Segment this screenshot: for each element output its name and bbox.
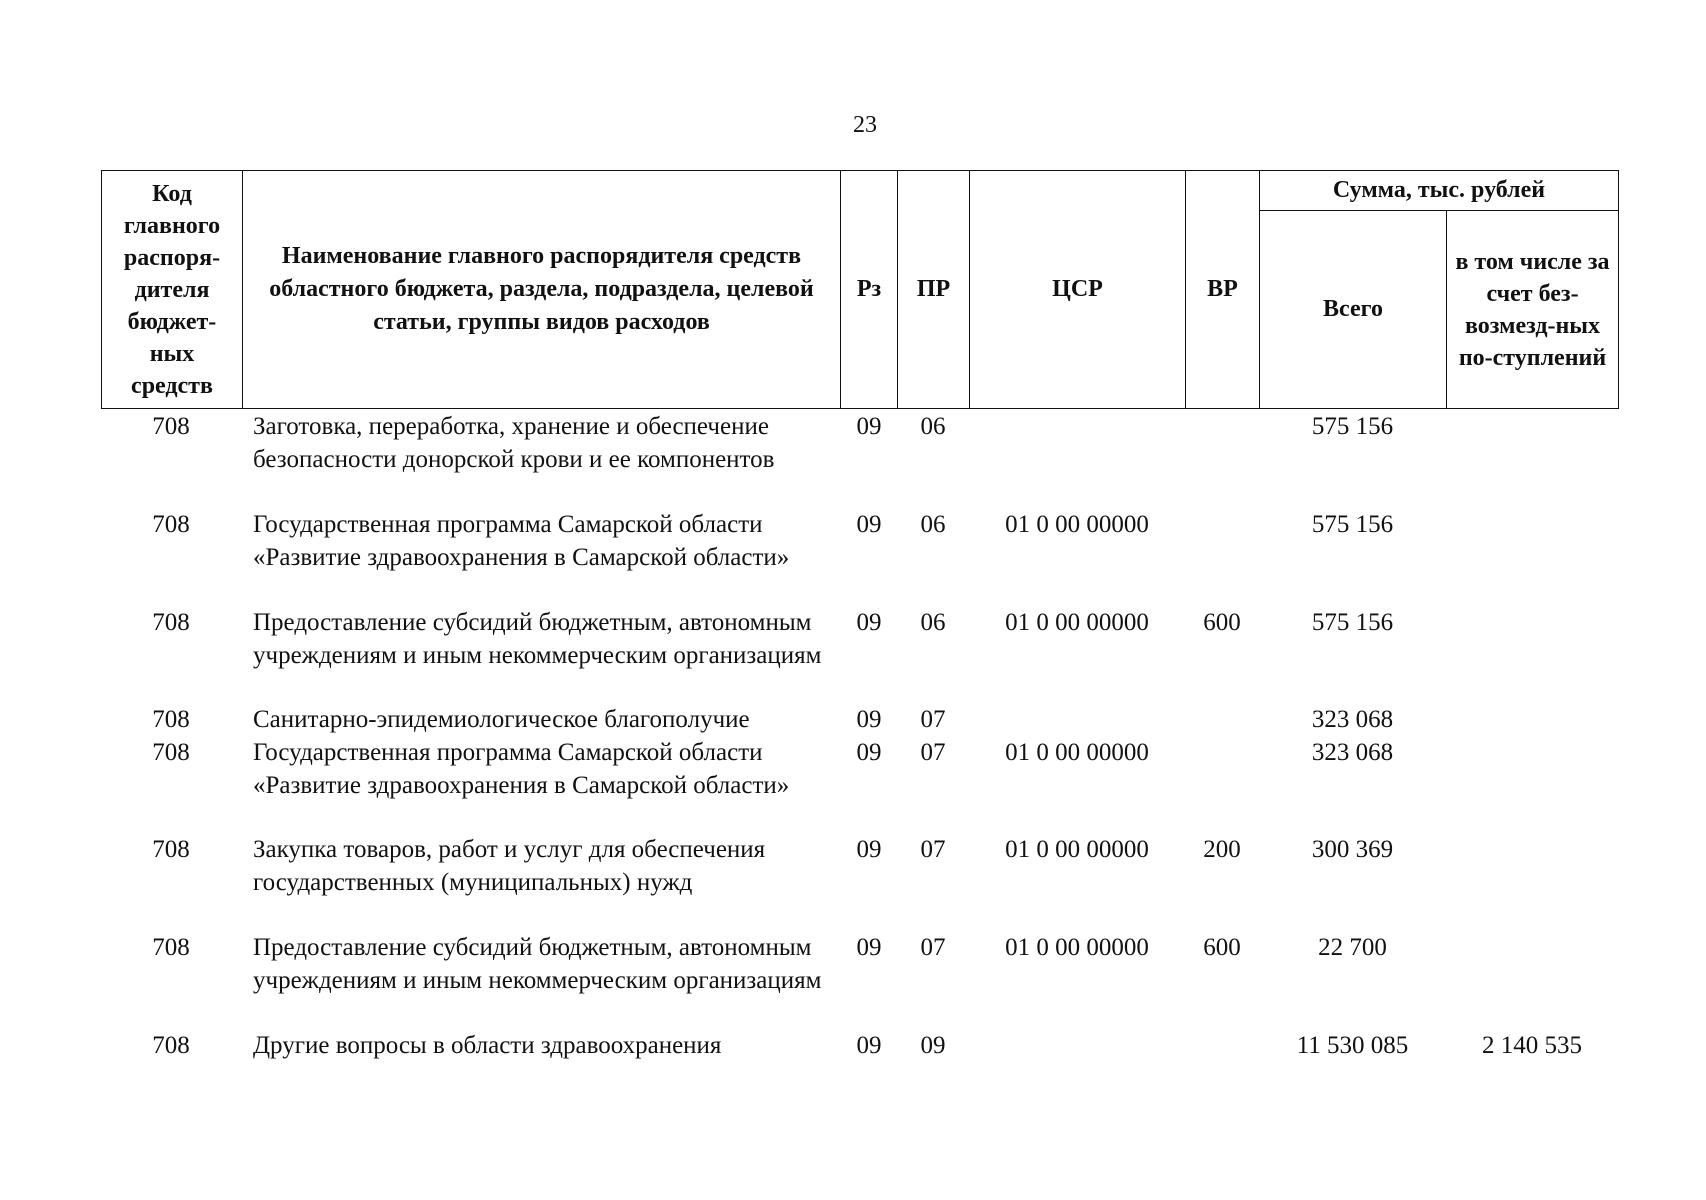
- header-including: в том числе за счет без-возмезд-ных по-ступлений: [1447, 211, 1619, 409]
- row-rz: 09: [856, 413, 882, 440]
- row-total: 300 369: [1311, 836, 1394, 863]
- row-total: 323 068: [1311, 706, 1394, 733]
- row-name: Санитарно-эпидемиологическое благополучие: [253, 706, 750, 733]
- table-row: [101, 508, 1618, 606]
- row-total: 323 068: [1311, 739, 1394, 766]
- table-row: [101, 703, 1618, 736]
- header-total: Всего: [1260, 211, 1447, 409]
- row-name: Государственная программа Самарской области «Развитие здравоохранения в Самарской области»: [253, 511, 790, 571]
- row-rz: 09: [856, 706, 882, 733]
- row-code: 708: [152, 706, 190, 733]
- row-code: 708: [152, 934, 190, 961]
- row-csr: 01 0 00 00000: [1005, 739, 1149, 766]
- row-code: 708: [152, 511, 190, 538]
- row-total: 575 156: [1311, 413, 1394, 440]
- row-code: 708: [152, 836, 190, 863]
- row-vr: 200: [1203, 836, 1241, 863]
- row-name: Закупка товаров, работ и услуг для обеспечения государственных (муниципальных) нужд: [253, 836, 766, 896]
- row-rz: 09: [856, 836, 882, 863]
- header-csr: ЦСР: [970, 171, 1186, 409]
- row-csr: 01 0 00 00000: [1005, 609, 1149, 636]
- row-pr: 06: [920, 413, 946, 440]
- page-number: 23: [853, 112, 877, 138]
- row-pr: 09: [920, 1032, 946, 1059]
- row-name: Заготовка, переработка, хранение и обеспечение безопасности донорской крови и ее компонентов: [253, 413, 775, 473]
- header-rz: Рз: [841, 171, 898, 409]
- row-pr: 07: [920, 706, 946, 733]
- row-pr: 07: [920, 934, 946, 961]
- row-code: 708: [152, 609, 190, 636]
- row-including: 2 140 535: [1482, 1032, 1582, 1059]
- row-total: 575 156: [1311, 511, 1394, 538]
- row-csr: 01 0 00 00000: [1005, 836, 1149, 863]
- row-vr: 600: [1203, 934, 1241, 961]
- row-total: 11 530 085: [1296, 1032, 1409, 1059]
- header-sum: Сумма, тыс. рублей: [1260, 171, 1619, 211]
- row-code: 708: [152, 739, 190, 766]
- table-row: [101, 736, 1618, 833]
- row-code: 708: [152, 413, 190, 440]
- row-name: Государственная программа Самарской области «Развитие здравоохранения в Самарской области»: [253, 739, 790, 799]
- row-rz: 09: [856, 934, 882, 961]
- table-row: [101, 833, 1618, 931]
- row-total: 575 156: [1311, 609, 1394, 636]
- table-row: [101, 931, 1618, 1029]
- row-pr: 07: [920, 739, 946, 766]
- table-row: [101, 1029, 1618, 1062]
- table-row: [101, 410, 1618, 508]
- row-rz: 09: [856, 609, 882, 636]
- row-pr: 06: [920, 511, 946, 538]
- row-rz: 09: [856, 1032, 882, 1059]
- row-vr: 600: [1203, 609, 1241, 636]
- row-pr: 06: [920, 609, 946, 636]
- row-code: 708: [152, 1032, 190, 1059]
- row-pr: 07: [920, 836, 946, 863]
- row-rz: 09: [856, 739, 882, 766]
- header-vr: ВР: [1186, 171, 1260, 409]
- row-name: Другие вопросы в области здравоохранения: [253, 1032, 722, 1059]
- table-header: [101, 170, 1619, 409]
- table-row: [101, 606, 1618, 703]
- table-body: [101, 410, 1618, 1062]
- header-name: Наименование главного распорядителя средств областного бюджета, раздела, подраздела, целевой статьи, группы видов расходов: [243, 171, 841, 409]
- row-csr: 01 0 00 00000: [1005, 511, 1149, 538]
- header-pr: ПР: [898, 171, 970, 409]
- row-csr: 01 0 00 00000: [1005, 934, 1149, 961]
- row-name: Предоставление субсидий бюджетным, автономным учреждениям и иным некоммерческим организациям: [253, 609, 822, 669]
- row-name: Предоставление субсидий бюджетным, автономным учреждениям и иным некоммерческим организациям: [253, 934, 822, 994]
- header-code: Код главного распоря-дителя бюджет-ных средств: [102, 171, 243, 409]
- row-rz: 09: [856, 511, 882, 538]
- row-total: 22 700: [1318, 934, 1387, 961]
